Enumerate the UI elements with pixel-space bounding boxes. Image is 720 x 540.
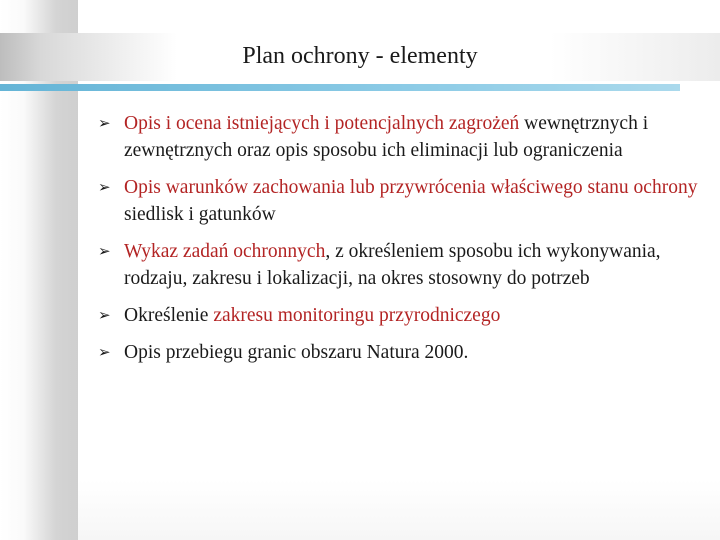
title-underline-bar bbox=[0, 84, 680, 91]
bullet-item bbox=[98, 238, 698, 292]
bullet-text: Opis przebiegu granic obszaru Natura 2000. bbox=[124, 342, 469, 363]
arrow-bullet-icon: ➢ bbox=[98, 306, 111, 324]
bullet-text-highlight: Wykaz zadań ochronnych bbox=[124, 241, 326, 262]
bullet-text: , z określeniem sposobu ich wykonywania, rodzaju, zakresu i lokalizacji, na okres stosowny do potrzeb bbox=[124, 241, 661, 289]
arrow-bullet-icon: ➢ bbox=[98, 178, 111, 196]
bullet-text-highlight: Opis warunków zachowania lub przywrócenia właściwego stanu ochrony bbox=[124, 177, 698, 198]
bullet-text: wewnętrznych i zewnętrznych oraz opis sposobu ich eliminacji lub ograniczenia bbox=[124, 113, 649, 161]
slide-title: Plan ochrony - elementy bbox=[242, 43, 478, 69]
bullet-text: Określenie bbox=[124, 305, 214, 326]
arrow-bullet-icon: ➢ bbox=[98, 242, 111, 260]
arrow-bullet-icon: ➢ bbox=[98, 343, 111, 361]
arrow-bullet-icon: ➢ bbox=[98, 114, 111, 132]
bullet-list bbox=[98, 110, 698, 376]
left-gradient-bar bbox=[0, 0, 78, 540]
bullet-item bbox=[98, 302, 698, 329]
bullet-item bbox=[98, 174, 698, 228]
bullet-text-highlight: Opis i ocena istniejących i potencjalnych zagrożeń bbox=[124, 113, 520, 134]
bullet-text: siedlisk i gatunków bbox=[124, 204, 276, 225]
bottom-shade bbox=[78, 480, 720, 540]
bullet-text-highlight: zakresu monitoringu przyrodniczego bbox=[213, 305, 501, 326]
bullet-item bbox=[98, 110, 698, 164]
bullet-item bbox=[98, 339, 698, 366]
